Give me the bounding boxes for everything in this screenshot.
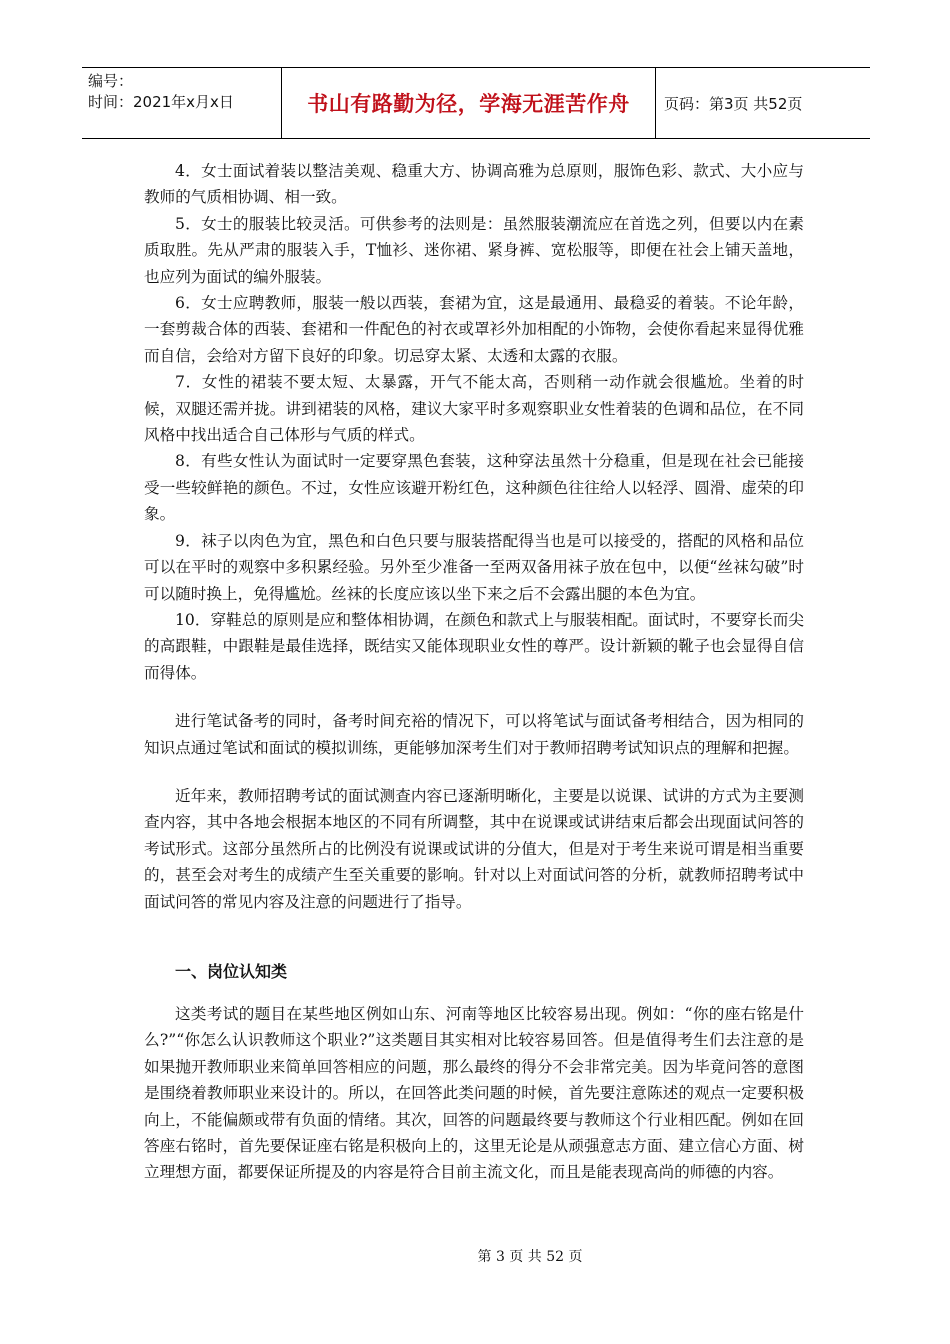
section-heading: 一、岗位认知类: [175, 961, 288, 981]
header-meta-cell: [82, 68, 282, 138]
motto-text: 书山有路勤为径，学海无涯苦作舟: [307, 92, 630, 116]
header-motto-cell: [282, 68, 656, 138]
paragraph-job-cognition: 这类考试的题目在某些地区例如山东、河南等地区比较容易出现。例如：“你的座右铭是什么?”“你怎么认识教师这个职业?”这类题目其实相对比较容易回答。但是值得考生们去注意的是如果抛开教师职业来简单回答相应的问题，那么最终的得分不会非常完美。因为毕竟问答的意图是围绕着教师职业来设计的。所以，在回答此类问题的时候，首先要注意陈述的观点一定要积极向上，不能偏颇或带有负面的情绪。其次，回答的问题最终要与教师这个行业相匹配。例如在回答座右铭时，首先要保证座右铭是积极向上的，这里无论是从顽强意志方面、建立信心方面、树立理想方面，都要保证所提及的内容是符合目前主流文化，而且是能表现高尚的师德的内容。: [144, 1004, 804, 1182]
serial-label: 编号：: [88, 72, 134, 90]
paragraph-item-7: 7．女性的裙装不要太短、太暴露，开气不能太高，否则稍一动作就会很尴尬。坐着的时候，双腿还需并拢。讲到裙装的风格，建议大家平时多观察职业女性着装的色调和品位，在不同风格中找出适合自己体形与气质的样式。: [144, 373, 804, 445]
spacer: [144, 985, 804, 1001]
spacer: [144, 686, 804, 708]
date-label: 时间：2021年x月x日: [88, 93, 234, 111]
paragraph-interview-intro: 近年来，教师招聘考试的面试测查内容已逐渐明晰化，主要是以说课、试讲的方式为主要测查内容，其中各地会根据本地区的不同有所调整，其中在说课或试讲结束后都会出现面试问答的考试形式。这部分虽然所占的比例没有说课或试讲的分值大，但是对于考生来说可谓是相当重要的，甚至会对考生的成绩产生至关重要的影响。针对以上对面试问答的分析，就教师招聘考试中面试问答的常见内容及注意的问题进行了指导。: [144, 786, 804, 911]
document-body: [144, 158, 804, 1186]
paragraph-item-10: 10．穿鞋总的原则是应和整体相协调，在颜色和款式上与服装相配。面试时，不要穿长而尖的高跟鞋，中跟鞋是最佳选择，既结实又能体现职业女性的尊严。设计新颖的靴子也会显得自信而得体。: [144, 610, 804, 682]
paragraph-item-6: 6．女士应聘教师，服装一般以西装，套裙为宜，这是最通用、最稳妥的着装。不论年龄，一套剪裁合体的西装、套裙和一件配色的衬衣或罩衫外加相配的小饰物，会使你看起来显得优雅而自信，会给对方留下良好的印象。切忌穿太紧、太透和太露的衣服。: [144, 294, 804, 365]
paragraph-item-5: 5．女士的服装比较灵活。可供参考的法则是：虽然服装潮流应在首选之列，但要以内在素质取胜。先从严肃的服装入手，T恤衫、迷你裙、紧身裤、宽松服等，即便在社会上铺天盖地，也应列为面试的编外服装。: [144, 214, 804, 286]
header-page-cell: [656, 68, 870, 138]
spacer: [144, 915, 804, 959]
page-header-table: [82, 67, 870, 139]
paragraph-item-9: 9．袜子以肉色为宜，黑色和白色只要与服装搭配得当也是可以接受的，搭配的风格和品位可以在平时的观察中多积累经验。另外至少准备一至两双备用袜子放在包中，以便“丝袜勾破”时可以随时换上，免得尴尬。丝袜的长度应该以坐下来之后不会露出腿的本色为宜。: [144, 531, 804, 603]
paragraph-item-4: 4．女士面试着装以整洁美观、稳重大方、协调高雅为总原则，服饰色彩、款式、大小应与教师的气质相协调、相一致。: [144, 162, 804, 207]
paragraph-exam-prep: 进行笔试备考的同时，备考时间充裕的情况下，可以将笔试与面试备考相结合，因为相同的知识点通过笔试和面试的模拟训练，更能够加深考生们对于教师招聘考试知识点的理解和把握。: [144, 712, 804, 757]
page-info: 页码：第3页 共52页: [664, 94, 803, 113]
page-footer: 第 3 页 共 52 页: [477, 1249, 583, 1265]
paragraph-item-8: 8．有些女性认为面试时一定要穿黑色套装，这种穿法虽然十分稳重，但是现在社会已能接受一些较鲜艳的颜色。不过，女性应该避开粉红色，这种颜色往往给人以轻浮、圆滑、虚荣的印象。: [144, 452, 804, 524]
spacer: [144, 761, 804, 783]
